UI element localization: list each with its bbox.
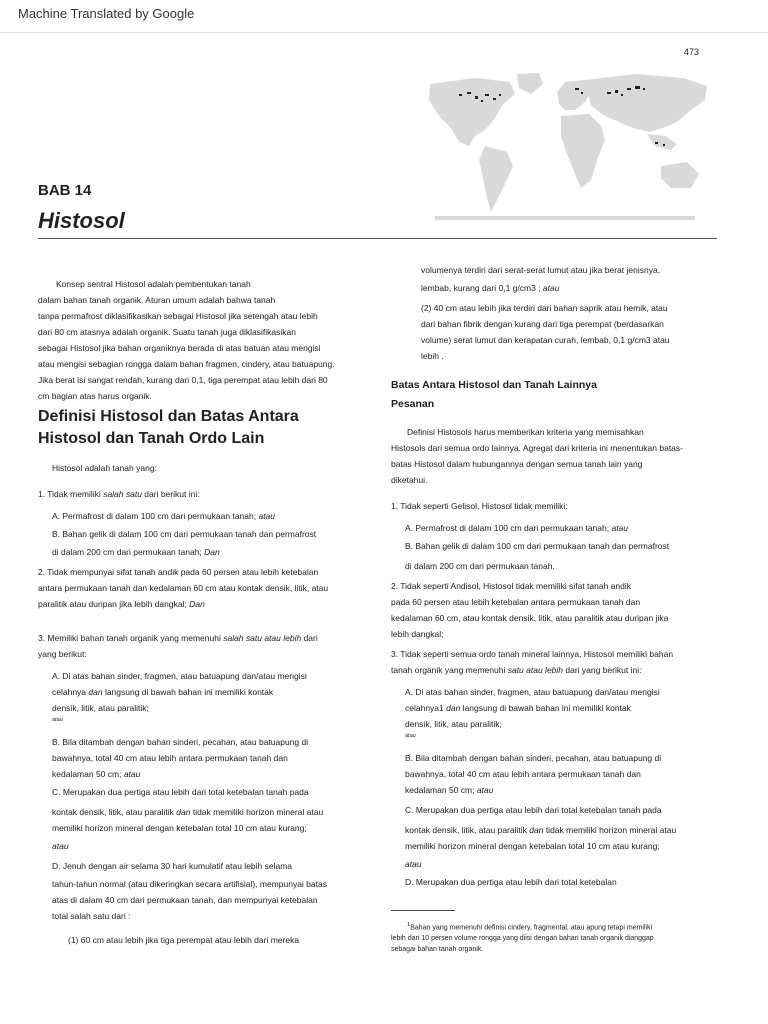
boundary-1b: B. Bahan gelik di dalam 100 cm dari permukaan tanah dan permafrost: [405, 541, 670, 551]
footnote-line: lebih dari 10 persen volume rongga yang diisi dengan bahan tanah organik dianggap: [391, 935, 654, 943]
criterion-3a-cont: celahnya dan langsung di bawah bahan ini memiliki kontak: [52, 687, 274, 697]
criterion-2-cont: paralitik atau duripan jika lebih dangkal; Dan: [38, 599, 205, 609]
continuation-line: lembab, kurang dari 0,1 g/cm3 ; atau: [421, 283, 560, 293]
heading-line: Definisi Histosol dan Batas Antara: [38, 408, 299, 425]
boundary-3a: A. Di atas bahan sinder, fragmen, atau batuapung dan/atau mengisi: [405, 687, 660, 697]
footnote-rule: [391, 910, 455, 911]
right-column-continuation: [391, 262, 716, 364]
criterion-1a: A. Permafrost di dalam 100 cm dari permukaan tanah; atau: [52, 511, 276, 521]
intro-line: atau mengisi sebagian rongga dalam bahan fragmen, cindery, atau batuapung.: [38, 359, 335, 369]
header-divider: [0, 32, 768, 33]
criterion-3d-2: (2) 40 cm atau lebih jika terdiri dari bahan saprik atau hemik, atau: [421, 303, 668, 313]
footnote-mark: 1: [407, 922, 411, 928]
criterion-3: 3. Memiliki bahan tanah organik yang memenuhi salah satu atau lebih dari: [38, 633, 318, 643]
boundary-1b-cont: di dalam 200 cm dari permukaan tanah.: [405, 561, 555, 571]
heading-line: Pesanan: [391, 398, 435, 410]
criterion-3b-cont: kedalaman 50 cm; atau: [52, 769, 141, 779]
criterion-3c-cont: memiliki horizon mineral dengan ketebalan total 10 cm atau kurang;: [52, 823, 307, 833]
criterion-3d-cont: atas di dalam 40 cm dari permukaan tanah, dan mempunyai ketebalan: [52, 895, 318, 905]
boundary-3d: D. Merupakan dua pertiga atau lebih dari total ketebalan: [405, 877, 617, 887]
boundary-2: 2. Tidak seperti Andisol, Histosol tidak memiliki sifat tanah andik: [391, 581, 632, 591]
criterion-3d-cont: tahun-tahun normal (atau dikeringkan secara artifisial), mempunyai batas: [52, 879, 327, 889]
histosol-dot: [615, 90, 618, 93]
histosol-dot: [627, 88, 631, 90]
histosol-dot: [481, 100, 483, 102]
criterion-3d-1: (1) 60 cm atau lebih jika tiga perempat atau lebih dari mereka: [68, 935, 300, 945]
criterion-3b: B. Bila ditambah dengan bahan sinderi, pecahan, atau batuapung di: [52, 737, 309, 747]
boundary-3c: C. Merupakan dua pertiga atau lebih dari total ketebalan tanah pada: [405, 805, 662, 815]
section-heading-definition: [38, 406, 358, 450]
definition-paragraph-cont: batas Histosol dalam hubungannya dengan semua tanah lain yang: [391, 459, 643, 469]
definition-paragraph-cont: Histosols dari semua ordo lainnya. Agregat dari kriteria ini menentukan batas-: [391, 443, 683, 453]
histosol-dot: [459, 94, 462, 96]
histosol-dot: [493, 98, 496, 100]
boundary-3b: B. Bila ditambah dengan bahan sinderi, pecahan, atau batuapung di: [405, 753, 662, 763]
histosol-dot: [475, 96, 478, 99]
lead-text: Histosol adalah tanah yang:: [52, 463, 157, 473]
boundary-1a: A. Permafrost di dalam 100 cm dari permukaan tanah; atau: [405, 523, 629, 533]
world-map-figure: [415, 70, 715, 220]
connector-atau: atau: [52, 717, 63, 723]
landmass-africa: [561, 114, 605, 188]
histosol-dot: [643, 88, 645, 90]
right-column-boundaries: [391, 424, 716, 890]
histosol-dot: [635, 86, 640, 89]
boundary-2-cont: kedalaman 60 cm, atau kontak densik, litik, atau paralitik atau duripan jika: [391, 613, 669, 623]
boundary-3a-cont: densik, litik, atau paralitik;: [405, 719, 502, 729]
continuation-line: volumenya terdiri dari serat-serat lumut atau jika berat jenisnya,: [421, 265, 661, 275]
criterion-3d-cont: total salah satu dari :: [52, 911, 131, 921]
boundary-3-cont: tanah organik yang memenuhi satu atau lebih dari yang berikut ini:: [391, 665, 642, 675]
definition-paragraph-cont: diketahui.: [391, 475, 428, 485]
intro-line: sebagai Histosol jika bahan organiknya berada di atas batuan atau mengisi: [38, 343, 321, 353]
criterion-2-cont: antara permukaan tanah dan kedalaman 60 cm atau kontak densik, litik, atau: [38, 583, 329, 593]
boundary-2-cont: lebih dangkal;: [391, 629, 444, 639]
intro-line: dari 80 cm atasnya adalah organik. Suatu tanah juga diklasifikasikan: [38, 327, 296, 337]
footnote: [391, 920, 716, 955]
connector-atau: atau: [405, 859, 422, 869]
boundary-3c-cont: memiliki horizon mineral dengan ketebalan total 10 cm atau kurang;: [405, 841, 660, 851]
map-landmass: [429, 73, 707, 220]
left-column-criteria: [38, 460, 358, 948]
chapter-label: BAB 14: [38, 182, 92, 199]
heading-line: Batas Antara Histosol dan Tanah Lainnya: [391, 379, 597, 391]
landmass-europe: [557, 80, 591, 110]
footnote-line: sebagai bahan tanah organik.: [391, 946, 484, 954]
intro-line: Jika berat isi sangat rendah, kurang dari 0,1, tiga perempat atau lebih dari 80: [38, 375, 328, 385]
criterion-2: 2. Tidak mempunyai sifat tanah andik pada 60 persen atau lebih ketebalan: [38, 567, 319, 577]
criterion-1: 1. Tidak memiliki salah satu dari berikut ini:: [38, 489, 200, 499]
criterion-3c: C. Merupakan dua pertiga atau lebih dari total ketebalan tanah pada: [52, 787, 309, 797]
boundary-3: 3. Tidak seperti semua ordo tanah mineral lainnya, Histosol memiliki bahan: [391, 649, 674, 659]
chapter-title: Histosol: [38, 208, 125, 233]
section-heading-boundaries: [391, 376, 716, 414]
landmass-asia: [585, 74, 707, 132]
boundary-3b-cont: bawahnya, total 40 cm atau lebih antara permukaan tanah dan: [405, 769, 641, 779]
landmass-southeast-asia: [647, 134, 677, 150]
criterion-3a: A. Di atas bahan sinder, fragmen, atau batuapung dan/atau mengisi: [52, 671, 307, 681]
heading-line: Histosol dan Tanah Ordo Lain: [38, 430, 265, 447]
title-rule: [38, 238, 717, 239]
criterion-3b-cont: bawahnya, total 40 cm atau lebih antara permukaan tanah dan: [52, 753, 288, 763]
criterion-1b-cont: di dalam 200 cm dari permukaan tanah; Dan: [52, 547, 220, 557]
machine-translated-banner: Machine Translated by Google: [18, 6, 195, 21]
criterion-1b: B. Bahan gelik di dalam 100 cm dari permukaan tanah dan permafrost: [52, 529, 317, 539]
boundary-3c-cont: kontak densik, litik, atau paralitik dan tidak memiliki horizon mineral atau: [405, 825, 677, 835]
criterion-3-cont: yang berikut:: [38, 649, 87, 659]
histosol-dot: [607, 92, 611, 94]
criterion-3c-cont: kontak densik, litik, atau paralitik dan tidak memiliki horizon mineral atau: [52, 807, 324, 817]
landmass-antarctica: [435, 216, 695, 220]
definition-paragraph: Definisi Histosols harus memberikan kriteria yang memisahkan: [407, 427, 644, 437]
boundary-1: 1. Tidak seperti Gelisol, Histosol tidak memiliki:: [391, 501, 568, 511]
criterion-3a-cont: densik, litik, atau paralitik;: [52, 703, 149, 713]
connector-atau: atau: [405, 733, 416, 739]
intro-line: dalam bahan tanah organik. Aturan umum adalah bahwa tanah: [38, 295, 276, 305]
intro-line: Konsep sentral Histosol adalah pembentukan tanah: [56, 279, 251, 289]
histosol-dot: [575, 88, 579, 90]
criterion-3d-2-cont: dari bahan fibrik dengan kurang dari tiga perempat (berdasarkan: [421, 319, 664, 329]
intro-line: cm bagian atas harus organik.: [38, 391, 152, 401]
footnote-line: $^1$Bahan yang memenuhi definisi cindery, fragmental, atau apung tetapi memiliki: [407, 922, 653, 932]
intro-line: tanpa permafrost diklasifikasikan sebagai Histosol jika setengah atau lebih: [38, 311, 318, 321]
boundary-2-cont: pada 60 persen atau lebih ketebalan antara permukaan tanah dan: [391, 597, 641, 607]
histosol-dot: [663, 144, 665, 146]
page-number: 473: [684, 47, 700, 57]
criterion-3d-2-cont: lebih .: [421, 351, 444, 361]
landmass-north-america: [429, 78, 515, 146]
landmass-australia: [661, 162, 699, 188]
histosol-dot: [655, 142, 658, 144]
histosol-dot: [621, 94, 623, 96]
histosol-dot: [467, 92, 471, 94]
boundary-3a-cont: celahnya1 dan langsung di bawah bahan ini memiliki kontak: [405, 703, 631, 713]
histosol-dot: [581, 92, 583, 94]
histosol-dot: [485, 94, 489, 96]
criterion-3d: D. Jenuh dengan air selama 30 hari kumulatif atau lebih selama: [52, 861, 293, 871]
connector-atau: atau: [52, 841, 69, 851]
boundary-3b-cont: kedalaman 50 cm; atau: [405, 785, 494, 795]
histosol-dot: [499, 94, 501, 96]
landmass-south-america: [479, 146, 513, 212]
intro-paragraph: [38, 276, 358, 404]
criterion-3d-2-cont: volume) serat lumut dan kerapatan curah, lembab, 0,1 g/cm3 atau: [421, 335, 670, 345]
landmass-greenland: [517, 73, 543, 94]
